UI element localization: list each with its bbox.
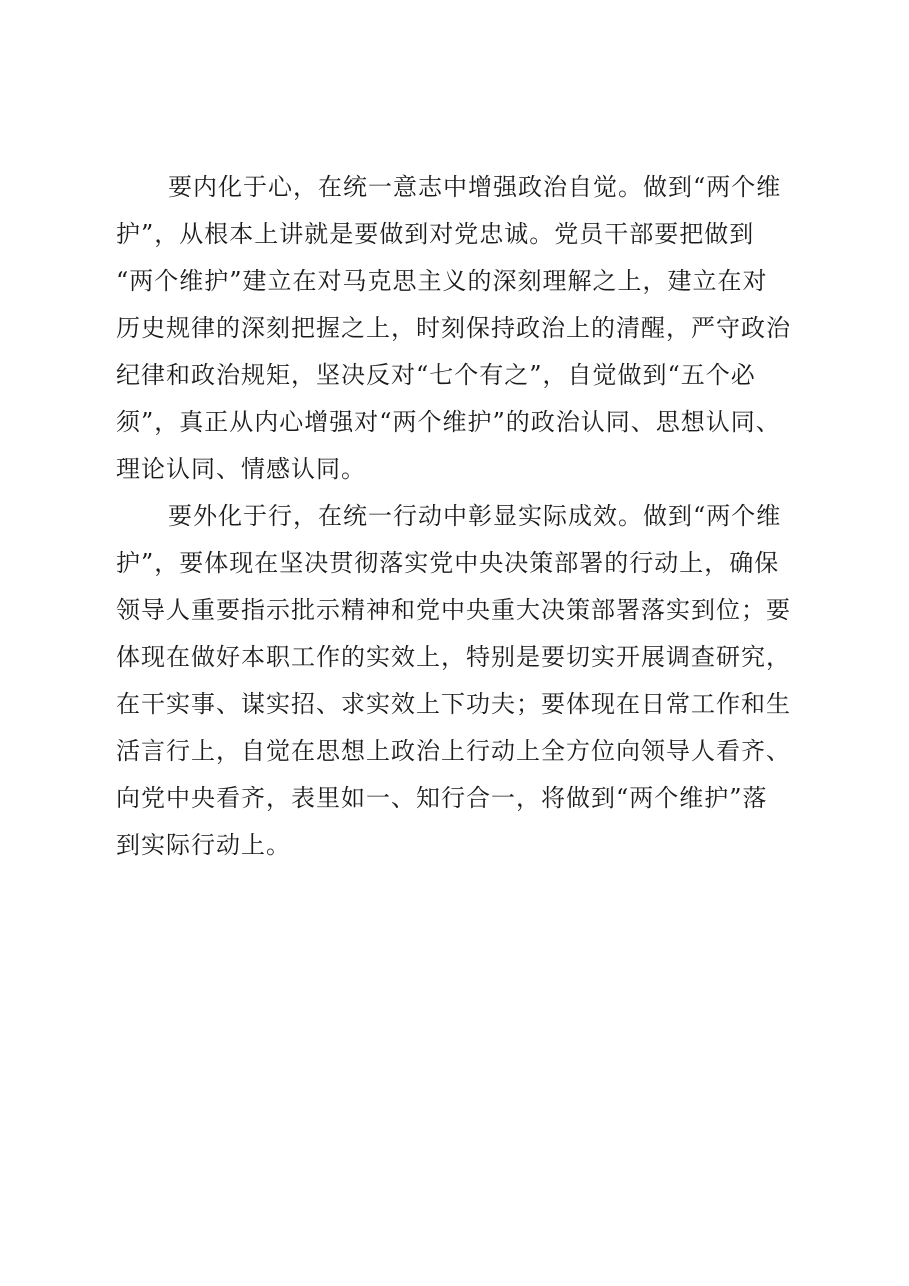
paragraph-line: 理论认同、情感认同。	[116, 455, 366, 483]
paragraph-line: 到实际行动上。	[116, 831, 291, 859]
document-body	[116, 164, 816, 869]
paragraph-line: 在干实事、谋实招、求实效上下功夫；要体现在日常工作和生	[116, 690, 791, 718]
paragraph-1	[116, 164, 816, 493]
paragraph-line: 须”，真正从内心增强对“两个维护”的政治认同、思想认同、	[116, 408, 781, 436]
paragraph-line: 纪律和政治规矩，坚决反对“七个有之”，自觉做到“五个必	[116, 361, 756, 389]
paragraph-2	[116, 493, 816, 869]
paragraph-line: 护”，从根本上讲就是要做到对党忠诚。党员干部要把做到	[116, 220, 755, 248]
paragraph-line: “两个维护”建立在对马克思主义的深刻理解之上，建立在对	[116, 267, 768, 295]
paragraph-line: 要内化于心，在统一意志中增强政治自觉。做到“两个维	[168, 173, 782, 201]
paragraph-line: 领导人重要指示批示精神和党中央重大决策部署落实到位；要	[116, 596, 791, 624]
paragraph-line: 历史规律的深刻把握之上，时刻保持政治上的清醒，严守政治	[116, 314, 791, 342]
paragraph-line: 护”，要体现在坚决贯彻落实党中央决策部署的行动上，确保	[116, 549, 780, 577]
paragraph-line: 要外化于行，在统一行动中彰显实际成效。做到“两个维	[168, 502, 782, 530]
paragraph-line: 体现在做好本职工作的实效上，特别是要切实开展调查研究，	[116, 643, 791, 671]
paragraph-line: 活言行上，自觉在思想上政治上行动上全方位向领导人看齐、	[116, 737, 791, 765]
paragraph-line: 向党中央看齐，表里如一、知行合一，将做到“两个维护”落	[116, 784, 768, 812]
